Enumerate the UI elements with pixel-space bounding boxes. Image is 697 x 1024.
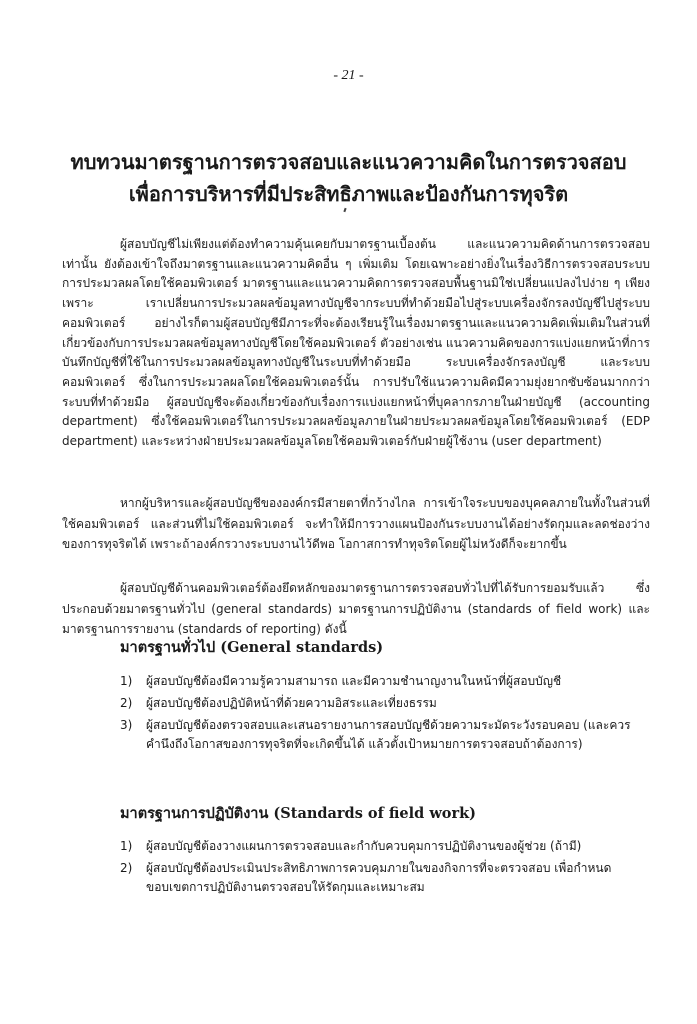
list-item-number: 1) [120, 674, 133, 688]
list-item [120, 716, 652, 754]
field-work-standards-list [120, 837, 652, 900]
list-item [120, 837, 652, 856]
general-standards-list [120, 672, 652, 757]
paragraph-3-block [62, 578, 650, 640]
paragraph-1: ผู้สอบบัญชีไม่เพียงแต่ต้องทำความคุ้นเคยกับมาตรฐานเบื้องต้น และแนวความคิดด้านการตรวจสอบเท่านั้น ยังต้องเข้าใจถึงมาตรฐานและแนวความคิดอื่น ๆ เพิ่มเติม โดยเฉพาะอย่างยิ่งในเรื่องวิธีการตรวจสอบระบบการประมวลผลโดยใช้คอมพิวเตอร์ มาตรฐานและแนวความคิดการตรวจสอบพื้นฐานมิใช่เปลี่ยนแปลงไปง่าย ๆ เพียงเพราะ เราเปลี่ยนการประมวลผลข้อมูลทางบัญชีจากระบบที่ทำด้วยมือไปสู่ระบบเครื่องจักรลงบัญชีไปสู่ระบบคอมพิวเตอร์ อย่างไรก็ตามผู้สอบบัญชีมีภาระที่จะต้องเรียนรู้ในเรื่องมาตรฐานและแนวความคิดเพิ่มเติมในส่วนที่เกี่ยวข้องกับการประมวลผลข้อมูลทางบัญชีโดยใช้คอมพิวเตอร์ ตัวอย่างเช่น แนวความคิดของการแบ่งแยกหน้าที่การบันทึกบัญชีที่ใช้ในการประมวลผลข้อมูลทางบัญชีในระบบที่ทำด้วยมือ ระบบเครื่องจักรลงบัญชี และระบบคอมพิวเตอร์ ซึ่งในการประมวลผลโดยใช้คอมพิวเตอร์นั้น การปรับใช้แนวความคิดมีความยุ่งยากซับซ้อนมากกว่าระบบที่ทำด้วยมือ ผู้สอบบัญชีจะต้องเกี่ยวข้องกับเรื่องการแบ่งแยกหน้าที่บุคลากรภายในฝ่ายบัญชี (accounting department) ซึ่งใช้คอมพิวเตอร์ในการประมวลผลข้อมูลภายในฝ่ายประมวลผลข้อมูลโดยใช้คอมพิวเตอร์ (EDP department) และระหว่างฝ่ายประมวลผลข้อมูลโดยใช้คอมพิวเตอร์กับฝ่ายผู้ใช้งาน (user department) [62, 237, 650, 449]
list-item-number: 1) [120, 839, 133, 853]
page-title [40, 146, 657, 210]
section-heading-general-standards: มาตรฐานทั่วไป (General standards) [120, 639, 384, 656]
list-item-text: ผู้สอบบัญชีต้องตรวจสอบและเสนอรายงานการสอบบัญชีด้วยความระมัดระวังรอบคอบ (และควรคำนึงถึงโอกาสของการทุจริตที่จะเกิดขึ้นได้ แล้วตั้งเป้าหมายการตรวจสอบถ้าต้องการ) [146, 718, 631, 751]
stray-mark [343, 208, 346, 212]
list-item [120, 859, 652, 897]
page-number: - 21 - [333, 68, 364, 83]
paragraph-3: ผู้สอบบัญชีด้านคอมพิวเตอร์ต้องยึดหลักของมาตรฐานการตรวจสอบทั่วไปที่ได้รับการยอมรับแล้ว ซึ่งประกอบด้วยมาตรฐานทั่วไป (general standards) มาตรฐานการปฏิบัติงาน (standards of field work) และมาตรฐานการรายงาน (standards of reporting) ดังนี้ [62, 581, 650, 636]
list-item-text: ผู้สอบบัญชีต้องปฏิบัติหน้าที่ด้วยความอิสระและเที่ยงธรรม [146, 696, 437, 710]
paragraph-1-block [62, 235, 650, 452]
title-line-2: เพื่อการบริหารที่มีประสิทธิภาพและป้องกันการทุจริต [128, 182, 569, 206]
list-item [120, 672, 652, 691]
list-item-number: 3) [120, 718, 133, 732]
section-heading-field-work-standards: มาตรฐานการปฏิบัติงาน (Standards of field work) [120, 805, 477, 822]
list-item-number: 2) [120, 861, 133, 875]
list-item [120, 694, 652, 713]
paragraph-2: หากผู้บริหารและผู้สอบบัญชีขององค์กรมีสายตาที่กว้างไกล การเข้าใจระบบของบุคคลภายในทั้งในส่วนที่ใช้คอมพิวเตอร์ และส่วนที่ไม่ใช้คอมพิวเตอร์ จะทำให้มีการวางแผนป้องกันระบบงานได้อย่างรัดกุมและลดช่องว่างของการทุจริตได้ เพราะถ้าองค์กรวางระบบงานไว้ดีพอ โอกาสการทำทุจริตโดยผู้ไม่หวังดีก็จะยากขึ้น [62, 496, 650, 551]
list-item-number: 2) [120, 696, 133, 710]
list-item-text: ผู้สอบบัญชีต้องมีความรู้ความสามารถ และมีความชำนาญงานในหน้าที่ผู้สอบบัญชี [146, 674, 562, 688]
paragraph-2-block [62, 493, 650, 555]
list-item-text: ผู้สอบบัญชีต้องวางแผนการตรวจสอบและกำกับควบคุมการปฏิบัติงานของผู้ช่วย (ถ้ามี) [146, 839, 582, 853]
list-item-text: ผู้สอบบัญชีต้องประเมินประสิทธิภาพการควบคุมภายในของกิจการที่จะตรวจสอบ เพื่อกำหนดขอบเขตการปฏิบัติงานตรวจสอบให้รัดกุมและเหมาะสม [146, 861, 612, 894]
title-line-1: ทบทวนมาตรฐานการตรวจสอบและแนวความคิดในการตรวจสอบ [70, 150, 627, 174]
